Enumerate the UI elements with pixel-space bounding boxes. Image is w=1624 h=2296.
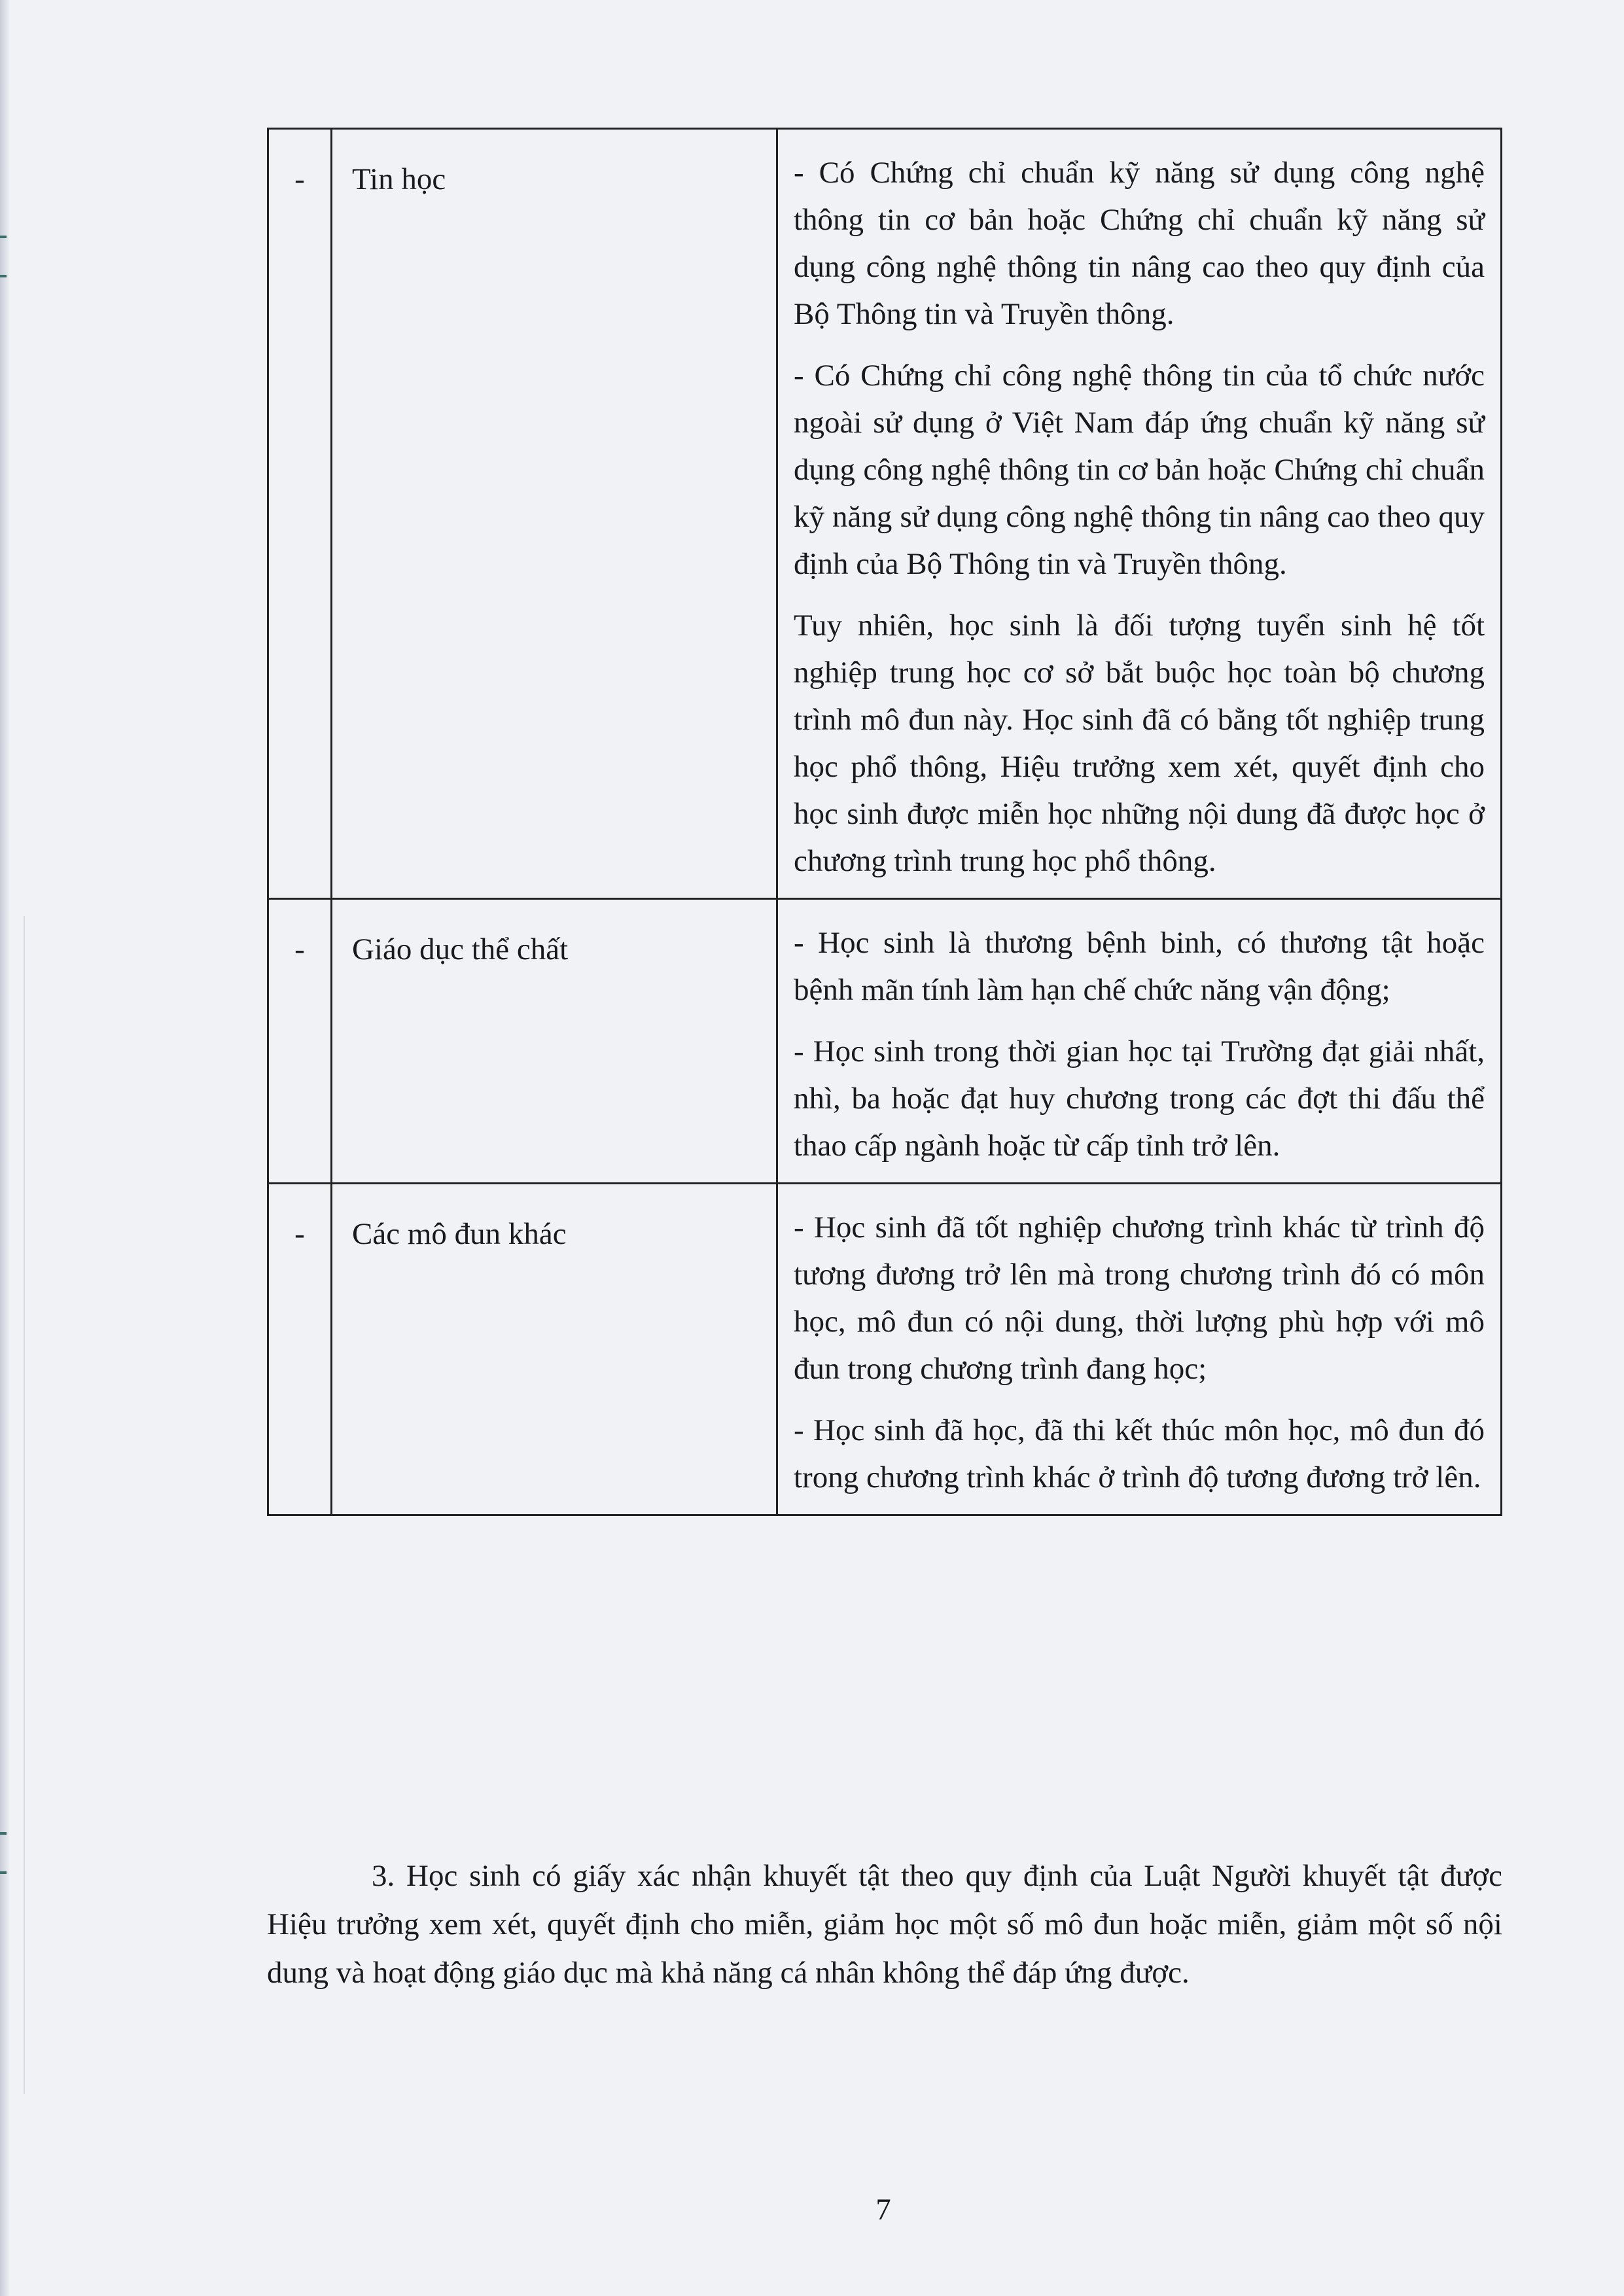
scan-mark bbox=[0, 1871, 7, 1874]
condition-text: - Có Chứng chỉ chuẩn kỹ năng sử dụng công nghệ thông tin cơ bản hoặc Chứng chỉ chuẩn kỹ năng sử dụng công nghệ thông tin nâng cao theo quy định của Bộ Thông tin và Truyền thông. bbox=[794, 156, 1485, 331]
conditions-cell bbox=[777, 899, 1502, 1184]
table-row bbox=[268, 1184, 1502, 1515]
condition-text: - Học sinh đã tốt nghiệp chương trình khác từ trình độ tương đương trở lên mà trong chương trình đó có môn học, mô đun có nội dung, thời lượng phù hợp với mô đun trong chương trình đang học; bbox=[794, 1210, 1485, 1386]
table-row bbox=[268, 899, 1502, 1184]
scan-left-edge bbox=[0, 0, 9, 2296]
page-number: 7 bbox=[875, 2193, 891, 2227]
conditions-cell bbox=[777, 129, 1502, 899]
conditions-cell bbox=[777, 1184, 1502, 1515]
condition-text: - Học sinh trong thời gian học tại Trường đạt giải nhất, nhì, ba hoặc đạt huy chương trong các đợt thi đấu thể thao cấp ngành hoặc từ cấp tỉnh trở lên. bbox=[794, 1034, 1485, 1163]
scan-mark bbox=[0, 1832, 7, 1835]
scan-mark bbox=[0, 236, 7, 238]
condition-text: - Có Chứng chỉ công nghệ thông tin của tổ chức nước ngoài sử dụng ở Việt Nam đáp ứng chuẩn kỹ năng sử dụng công nghệ thông tin cơ bản hoặc Chứng chỉ chuẩn kỹ năng sử dụng công nghệ thông tin nâng cao theo quy định của Bộ Thông tin và Truyền thông. bbox=[794, 359, 1485, 581]
table-row bbox=[268, 129, 1502, 899]
disability-note-paragraph: 3. Học sinh có giấy xác nhận khuyết tật theo quy định của Luật Người khuyết tật được Hiệu trưởng xem xét, quyết định cho miễn, giảm học một số mô đun hoặc miễn, giảm một số nội dung và hoạt động giáo dục mà khả năng cá nhân không thể đáp ứng được. bbox=[267, 1859, 1502, 1990]
exemption-table bbox=[267, 128, 1502, 1516]
scan-fold-line bbox=[24, 916, 25, 2094]
row-bullet: - bbox=[268, 129, 332, 899]
subject-cell: Tin học bbox=[332, 129, 777, 899]
condition-text: Tuy nhiên, học sinh là đối tượng tuyển sinh hệ tốt nghiệp trung học cơ sở bắt buộc học toàn bộ chương trình mô đun này. Học sinh đã có bằng tốt nghiệp trung học phổ thông, Hiệu trưởng xem xét, quyết định cho học sinh được miễn học những nội dung đã được học ở chương trình trung học phổ thông. bbox=[794, 609, 1485, 878]
subject-cell: Giáo dục thể chất bbox=[332, 899, 777, 1184]
condition-text: - Học sinh đã học, đã thi kết thúc môn học, mô đun đó trong chương trình khác ở trình độ tương đương trở lên. bbox=[794, 1413, 1485, 1494]
condition-text: - Học sinh là thương bệnh binh, có thương tật hoặc bệnh mãn tính làm hạn chế chức năng vận động; bbox=[794, 926, 1485, 1007]
subject-cell: Các mô đun khác bbox=[332, 1184, 777, 1515]
row-bullet: - bbox=[268, 1184, 332, 1515]
row-bullet: - bbox=[268, 899, 332, 1184]
scan-mark bbox=[0, 275, 7, 277]
